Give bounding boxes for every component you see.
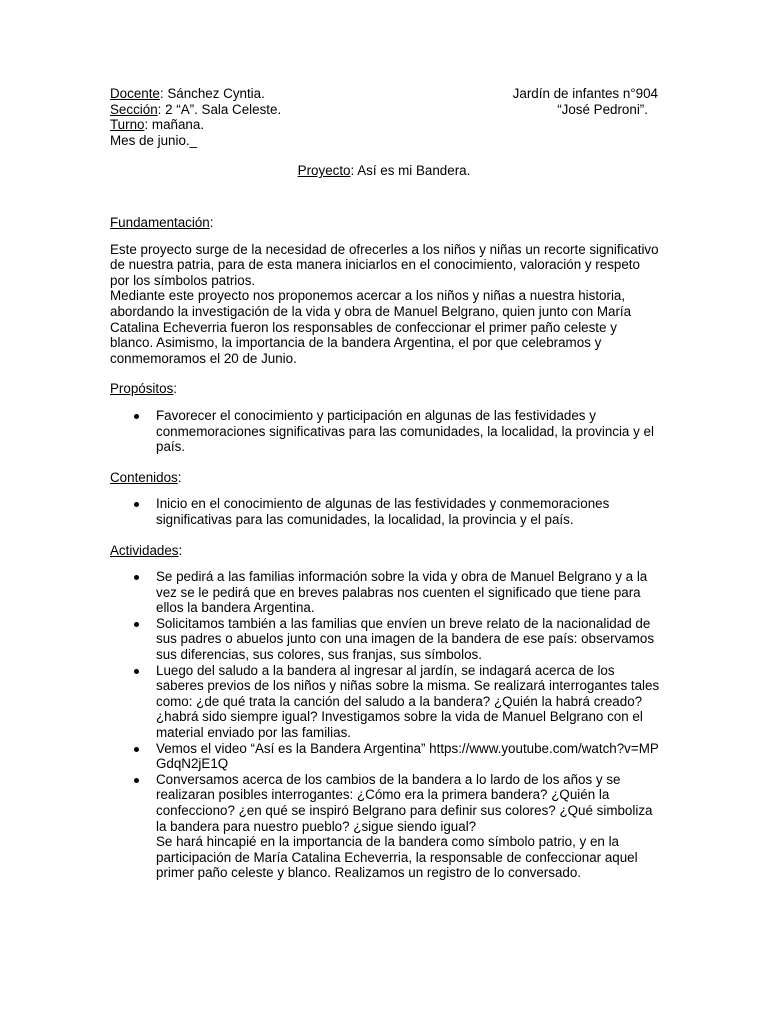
section-heading: Propósitos: <box>110 381 177 397</box>
school-patron: “José Pedroni”. <box>557 101 648 117</box>
propositos-list <box>110 408 660 455</box>
teacher-value: : Sánchez Cyntia. <box>159 86 265 101</box>
actividades-list <box>110 569 660 881</box>
section-line <box>110 102 281 118</box>
section-propositos <box>110 381 660 454</box>
teacher-line <box>110 86 265 102</box>
school-name: Jardín de infantes n°904 <box>512 86 658 101</box>
list-item <box>110 772 660 881</box>
section-fundamentacion <box>110 215 660 366</box>
propositos-heading: Propósitos <box>110 381 174 397</box>
section-heading: Actividades: <box>110 542 183 558</box>
section-label: Sección <box>110 101 158 117</box>
list-item: Favorecer el conocimiento y participación en algunas de las festividades y conmemoraciones significativas para las comunidades, la localidad, la provincia y el país. <box>110 408 660 455</box>
list-item: Luego del saludo a la bandera al ingresar al jardín, se indagará acerca de los saberes previos de los niños y niñas sobre la misma. Se realizará interrogantes tales como: ¿de qué trata la canción del saludo a la bandera? ¿Quién la habrá creado? ¿habrá sido siempre igual? Investigamos sobre la vida de Manuel Belgrano con el material enviado por las familias. <box>110 663 660 741</box>
header-row-teacher <box>110 86 658 102</box>
list-item-video: Vemos el video “Así es la Bandera Argentina” https://www.youtube.com/watch?v=MPGdqN2jE1Q <box>110 741 660 772</box>
header-row-month <box>110 133 658 149</box>
contenidos-heading: Contenidos <box>110 469 178 485</box>
document-header <box>110 86 658 148</box>
shift-label: Turno <box>110 117 145 133</box>
section-contenidos <box>110 470 660 528</box>
shift-value: : mañana. <box>144 117 205 133</box>
document-body <box>110 215 660 881</box>
list-item: Solicitamos también a las familias que envíen un breve relato de la nacionalidad de sus padres o abuelos junto con una imagen de la bandera de ese país: observamos sus diferencias, sus colores, sus franjas, sus símbolos. <box>110 616 660 663</box>
teacher-label: Docente <box>110 86 160 101</box>
project-title <box>110 163 658 179</box>
project-name: : Así es mi Bandera. <box>350 163 471 178</box>
fundamentacion-paragraph-1: Este proyecto surge de la necesidad de ofrecerles a los niños y niñas un recorte significativo de nuestra patria, para de esta manera iniciarlos en el conocimiento, valoración y respeto por los símbolos patrios. <box>110 241 659 288</box>
list-item: Se pedirá a las familias información sobre la vida y obra de Manuel Belgrano y a la vez se le pedirá que en breves palabras nos cuenten el significado que tiene para ellos la bandera Argentina. <box>110 569 660 616</box>
project-label: Proyecto <box>297 163 351 178</box>
list-item-text: Conversamos acerca de los cambios de la bandera a lo lardo de los años y se realizaran posibles interrogantes: ¿Cómo era la primera bandera? ¿Quién la confecciono? ¿en qué se inspiró Belgrano para definir sus colores? ¿Qué simboliza la bandera para nuestro pueblo? ¿sigue siendo igual? <box>156 771 653 834</box>
list-item: Inicio en el conocimiento de algunas de las festividades y conmemoraciones significativas para las comunidades, la localidad, la provincia y el país. <box>110 496 660 527</box>
fundamentacion-heading: Fundamentación <box>110 215 210 230</box>
fundamentacion-paragraph-2: Mediante este proyecto nos proponemos acercar a los niños y niñas a nuestra historia, abordando la investigación de la vida y obra de Manuel Belgrano, quien junto con María Catalina Echeverria fueron los responsables de confeccionar el primer paño celeste y blanco. Asimismo, la importancia de la bandera Argentina, el por que celebramos y conmemoramos el 20 de Junio. <box>110 288 632 366</box>
actividades-heading: Actividades <box>110 542 179 558</box>
shift-line <box>110 117 204 133</box>
section-heading: Contenidos: <box>110 469 182 485</box>
header-row-shift <box>110 117 658 133</box>
contenidos-list <box>110 496 660 527</box>
month-text: Mes de junio._ <box>110 132 198 148</box>
list-item-continuation: Se hará hincapié en la importancia de la bandera como símbolo patrio, y en la participación de María Catalina Echeverria, la responsable de confeccionar aquel primer paño celeste y blanco. Realizamos un registro de lo conversado. <box>156 834 638 881</box>
section-value: : 2 “A”. Sala Celeste. <box>157 101 282 117</box>
section-actividades <box>110 543 660 881</box>
header-row-section <box>110 102 658 118</box>
section-heading: Fundamentación: <box>110 215 214 230</box>
